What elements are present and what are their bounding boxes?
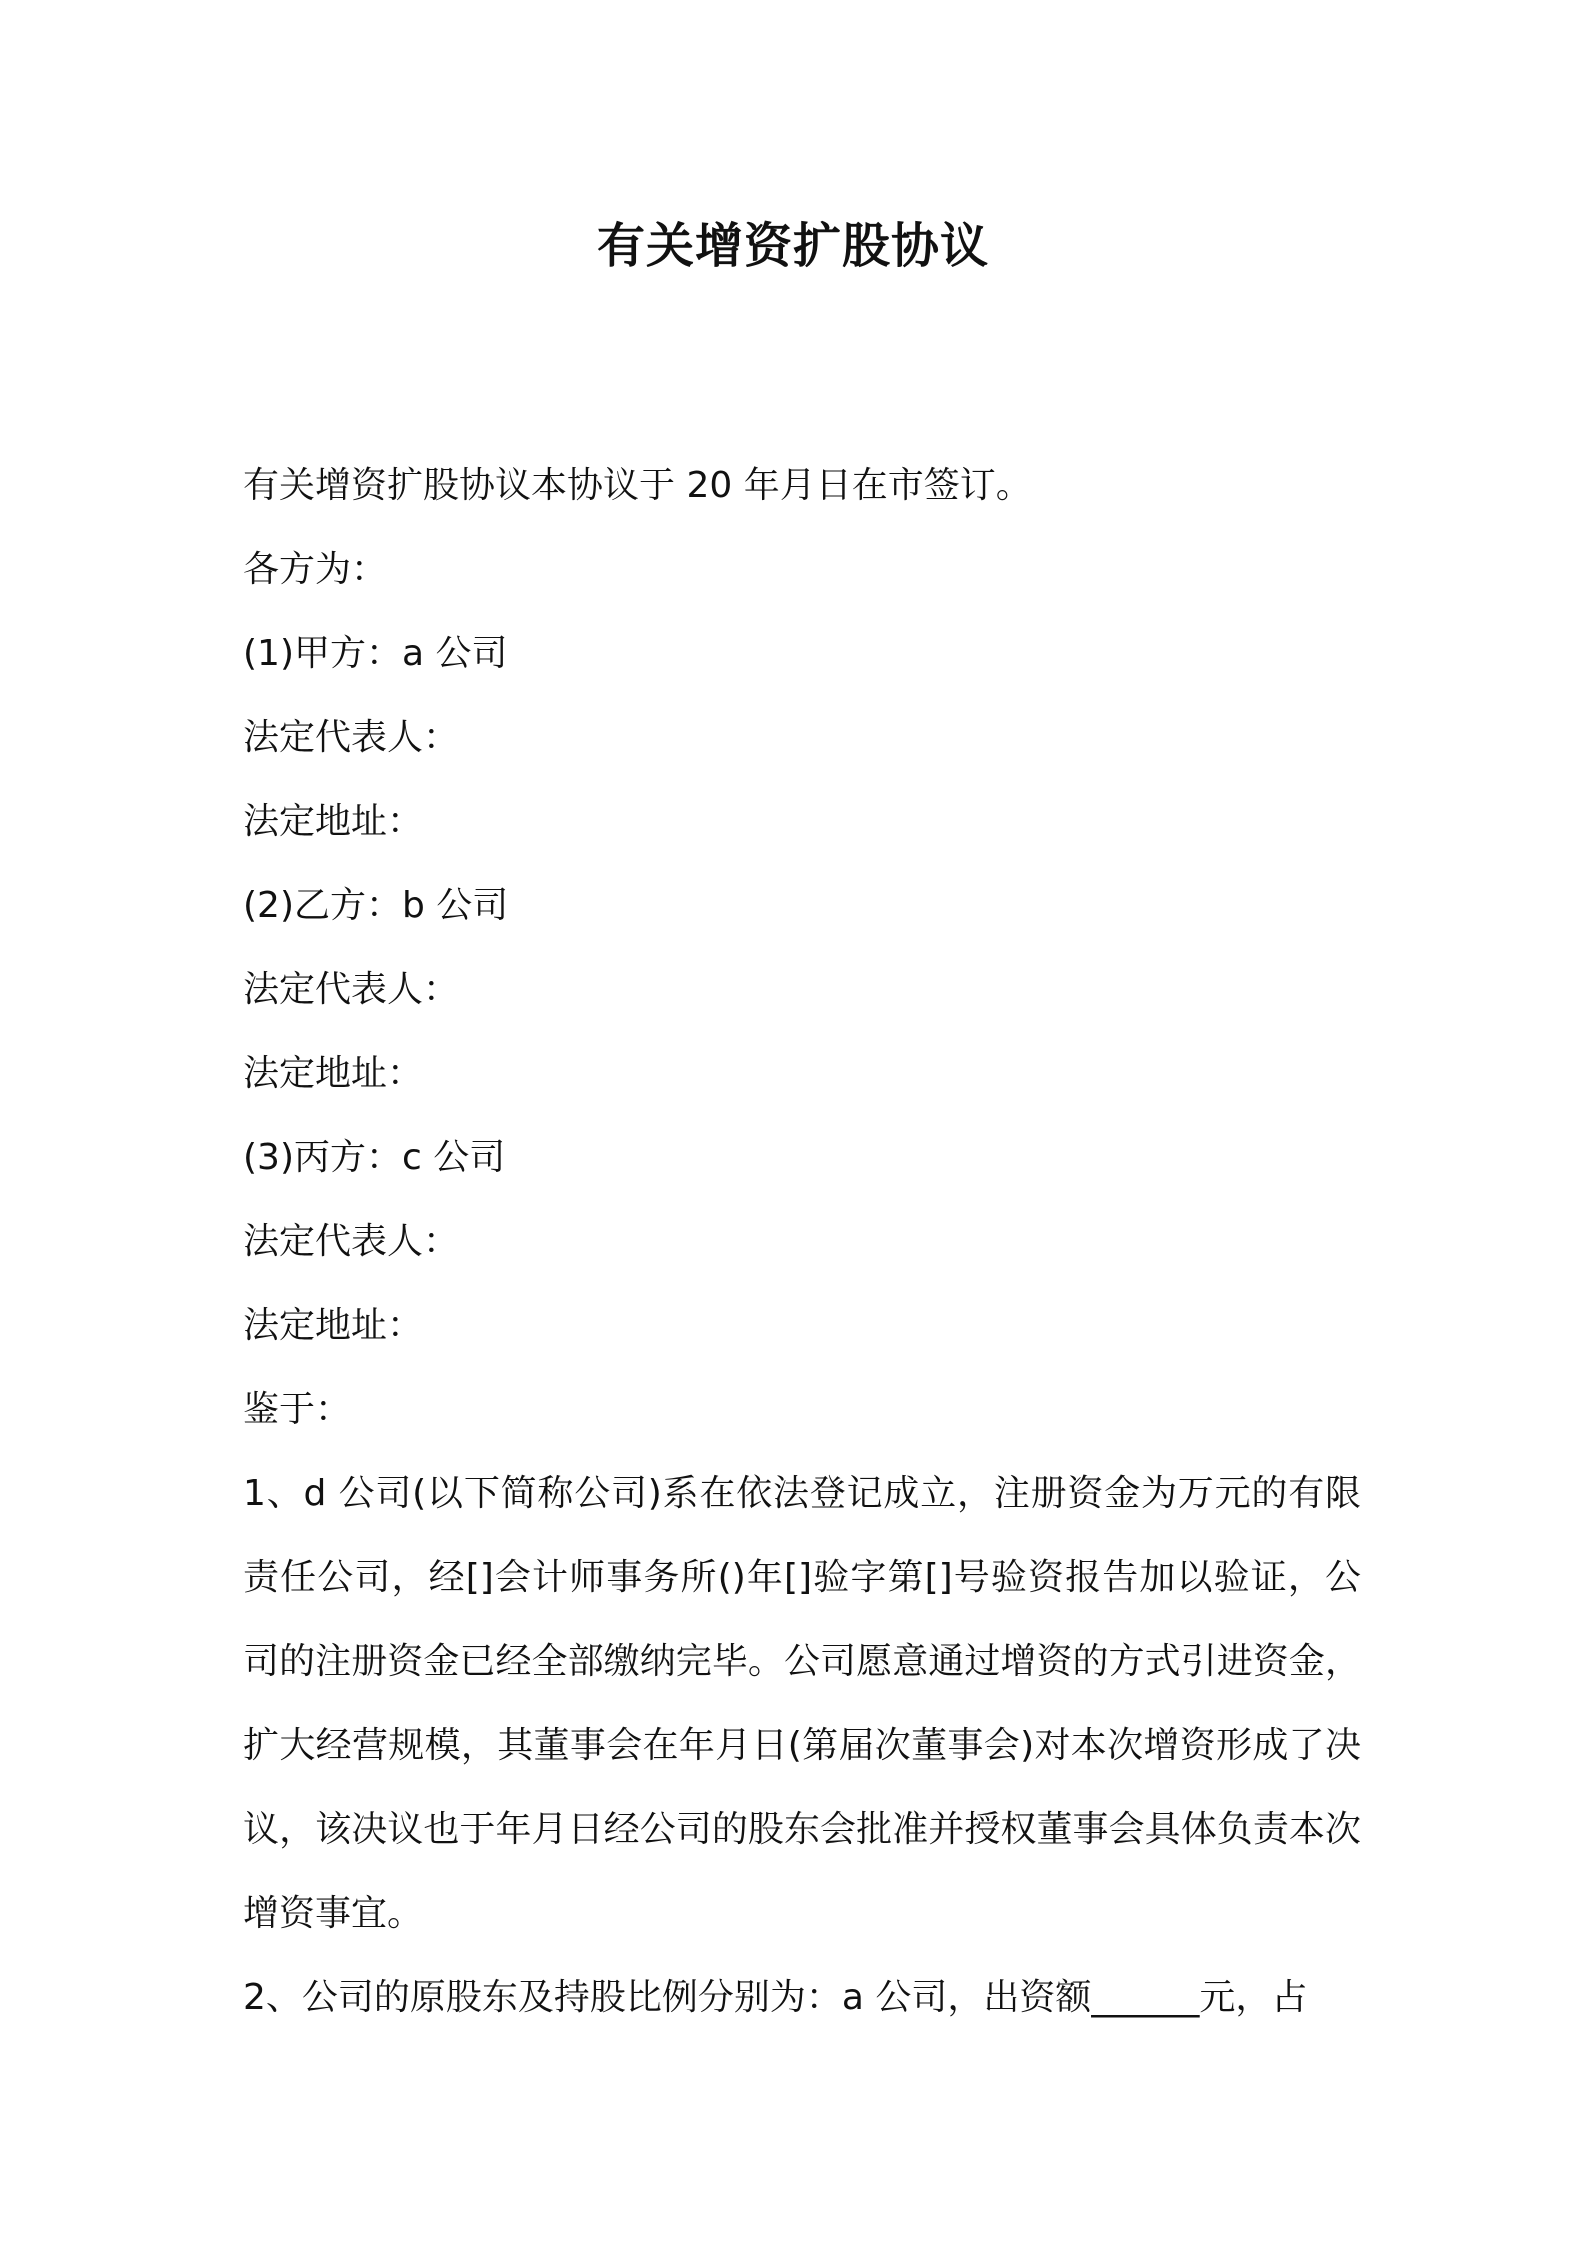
party-c-address: 法定地址：: [243, 1305, 424, 1346]
party-b: (2)乙方：b 公司: [243, 885, 509, 926]
party-a: (1)甲方：a 公司: [243, 633, 508, 674]
clause-1-paragraph: 1、d 公司(以下简称公司)系在依法登记成立，注册资金为万元的有限责任公司，经[]会计师事务所()年[]验字第[]号验资报告加以验证，公司的注册资金已经全部缴纳完毕。公司愿意通过增资的方式引进资金，扩大经营规模，其董事会在年月日(第届次董事会)对本次增资形成了决议，该决议也于年月日经公司的股东会批准并授权董事会具体负责本次增资事宜。: [243, 1473, 1361, 1934]
document-body: [243, 444, 1361, 2040]
party-a-address: 法定地址：: [243, 801, 424, 842]
clause-2-paragraph: 2、公司的原股东及持股比例分别为：a 公司，出资额______元，占: [243, 1977, 1308, 2018]
party-b-address: 法定地址：: [243, 1053, 424, 1094]
party-a-representative: 法定代表人：: [243, 717, 460, 758]
whereas-heading: 鉴于：: [243, 1389, 352, 1430]
parties-heading: 各方为：: [243, 549, 388, 590]
signing-statement: 有关增资扩股协议本协议于 20 年月日在市签订。: [243, 465, 1032, 506]
party-c-representative: 法定代表人：: [243, 1221, 460, 1262]
document-title: 有关增资扩股协议: [596, 218, 989, 274]
party-b-representative: 法定代表人：: [243, 969, 460, 1010]
party-c: (3)丙方：c 公司: [243, 1137, 506, 1178]
